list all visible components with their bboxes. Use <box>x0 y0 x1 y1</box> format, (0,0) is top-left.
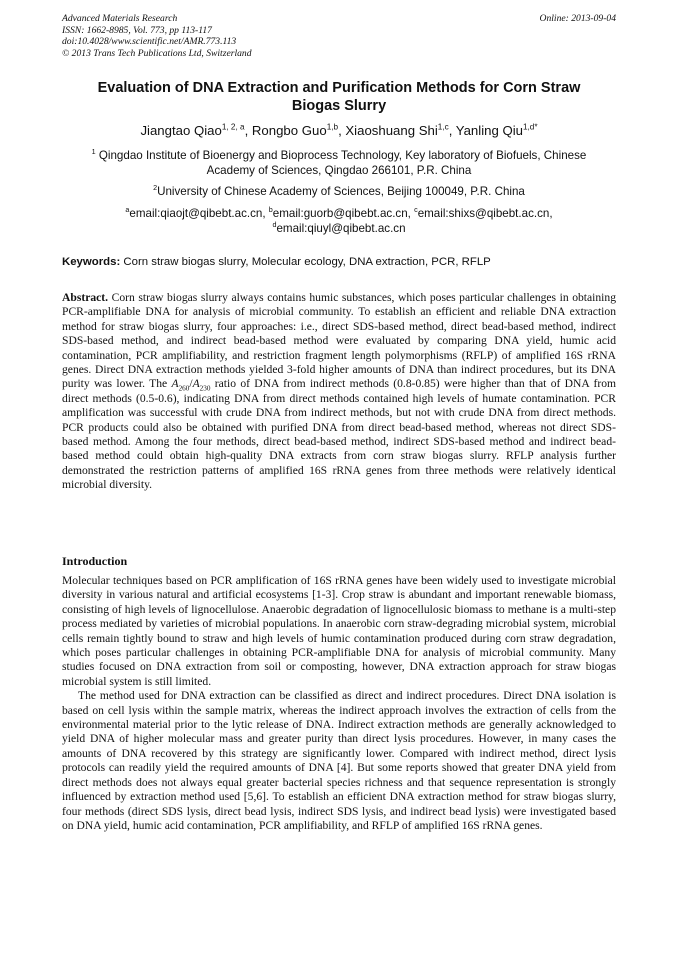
author-name: Xiaoshuang Shi <box>345 123 438 138</box>
author-list <box>62 123 616 139</box>
author-name: Yanling Qiu <box>455 123 523 138</box>
author-affil-mark: 1, 2, a <box>221 122 245 132</box>
keywords-text: Corn straw biogas slurry, Molecular ecology, DNA extraction, PCR, RFLP <box>120 256 491 268</box>
paper-title <box>62 79 616 115</box>
author-affil-mark: 1,d* <box>522 122 538 132</box>
title-line-2: Biogas Slurry <box>291 98 387 114</box>
ratio-subscript: 260 <box>178 384 190 393</box>
author-affil-mark: 1,b <box>326 122 339 132</box>
email-mark: d <box>272 219 277 229</box>
introduction-heading: Introduction <box>62 554 128 568</box>
ratio-symbol: A <box>171 377 179 391</box>
intro-paragraph-1: Molecular techniques based on PCR amplification of 16S rRNA genes have been widely used to investigate microbial diversity in various natural and artificial ecosystems [1-3]. Crop straw is abundant and important renewable biomass, consisting of high levels of lignocellulose. Anaerobic degradation of lignocellulosic biomass to methane is a multi-step process mediated by varieties of microbial populations. In anaerobic corn straw-degrading microbial system, microbial cells remain tightly bound to straw and high levels of humic contamination produced during corn straw degradation, which poses particular challenges in obtaining PCR-amplifiable DNA for analysis of microbial community. Many studies focused on DNA extraction from soil or composting, however, DNA extraction approach for straw biogas microbial system is still limited. <box>62 574 616 688</box>
keywords <box>62 255 616 269</box>
email-address[interactable]: email:qiuyl@qibebt.ac.cn <box>276 221 406 235</box>
abstract <box>62 291 616 493</box>
author-separator: , <box>448 123 456 138</box>
journal-name: Advanced Materials Research <box>62 13 178 24</box>
email-address[interactable]: email:shixs@qibebt.ac.cn, <box>417 207 553 220</box>
keywords-label: Keywords: <box>62 256 121 268</box>
email-mark: b <box>268 205 273 215</box>
online-date: Online: 2013-09-04 <box>539 13 616 24</box>
title-line-1: Evaluation of DNA Extraction and Purification Methods for Corn Straw <box>97 80 581 96</box>
affiliation-1-line-2: Academy of Sciences, Qingdao 266101, P.R. China <box>206 163 472 177</box>
ratio-separator: / <box>189 377 193 391</box>
affil-number: 2 <box>153 183 158 193</box>
doi-line: doi:10.4028/www.scientific.net/AMR.773.113 <box>62 36 237 48</box>
email-address[interactable]: email:qiaojt@qibebt.ac.cn, <box>129 207 269 220</box>
author-affil-mark: 1,c <box>437 122 449 132</box>
email-line-1 <box>62 207 616 222</box>
affiliation-1 <box>62 149 616 178</box>
affiliation-1-line-1 <box>62 149 616 164</box>
intro-paragraph-2: The method used for DNA extraction can be classified as direct and indirect procedures. Direct DNA isolation is based on cell lysis within the sample matrix, whereas the indirect approach involves the extraction of cells from the environmental material prior to the lytic release of DNA. Indirect extraction methods are generally acknowledged to yield DNA of higher molecular mass and greater purity than direct lysis procedures. However, in many cases the amounts of DNA recovered by this strategy are significantly lower. Compared with indirect method, direct lysis protocols can readily yield the required amounts of DNA [4]. But some reports showed that greater DNA yield from direct methods does not always equal greater bacterial species richness and that sequence representation is strongly influenced by extraction method used [5,6]. To establish an efficient DNA extraction method for straw biogas slurry, four methods (direct SDS lysis, direct bead lysis, indirect SDS lysis, and indirect bead lysis) were investigated based on DNA yield, humic acid contamination, PCR amplifiability, and RFLP of amplified 16S rRNA genes. <box>62 689 616 832</box>
email-address[interactable]: email:guorb@qibebt.ac.cn, <box>272 207 415 220</box>
author-name: Rongbo Guo <box>251 123 327 138</box>
abstract-text: ratio of DNA from indirect methods (0.8-0.85) were higher than that of DNA from direct methods (0.5-0.6), indicating DNA from direct methods contained high levels of humate contamination. PCR amplification was successful with crude DNA from indirect methods, but not with crude DNA from direct methods. PCR products could also be obtained with purified DNA from direct bead-based method, whereas not direct SDS-based method. Among the four methods, direct bead-based method, indirect SDS-based method and indirect bead-based method could obtain high-quality DNA extracts from corn straw biogas slurry. RFLP analysis further demonstrated the restriction patterns of amplified 16S rRNA genes from three methods were relatively identical microbial diversity. <box>62 377 617 492</box>
issn-line: ISSN: 1662-8985, Vol. 773, pp 113-117 <box>62 24 212 36</box>
affil-text: Qingdao Institute of Bioenergy and Bioprocess Technology, Key laboratory of Biofuels, Chinese <box>98 149 587 162</box>
email-mark: a <box>125 205 130 215</box>
copyright-line: © 2013 Trans Tech Publications Ltd, Switzerland <box>62 47 252 59</box>
affiliation-2 <box>62 185 616 200</box>
email-line-2 <box>62 219 616 237</box>
email-mark: c <box>414 205 418 215</box>
abstract-paragraph <box>62 291 616 493</box>
abstract-label: Abstract. <box>62 291 109 304</box>
introduction-body <box>62 574 616 833</box>
affil-text: University of Chinese Academy of Sciences, Beijing 100049, P.R. China <box>157 185 525 198</box>
author-separator: , <box>244 123 252 138</box>
ratio-subscript: 230 <box>199 384 211 393</box>
ratio-symbol: A <box>192 377 200 391</box>
author-separator: , <box>338 123 346 138</box>
email-list <box>62 207 616 236</box>
author-name: Jiangtao Qiao <box>140 123 222 138</box>
journal-header <box>62 13 252 59</box>
affil-number: 1 <box>91 147 96 157</box>
abstract-text: Corn straw biogas slurry always contains humic substances, which poses particular challenges in obtaining PCR-amplifiable DNA for analysis of microbial community. To establish an efficient and reliable DNA extraction method for straw biogas slurry, four approaches: i.e., direct SDS-based method, direct bead-based method, indirect SDS-based method, and indirect bead-based method were evaluated by comparing DNA yield, humic acid contamination, PCR amplifiability, and restriction fragment length polymorphisms (RFLP) of amplified 16S rRNA genes. Direct DNA extraction methods yielded 3-fold higher amounts of DNA than indirect procedures, but its DNA purity was lower. The <box>62 291 616 391</box>
